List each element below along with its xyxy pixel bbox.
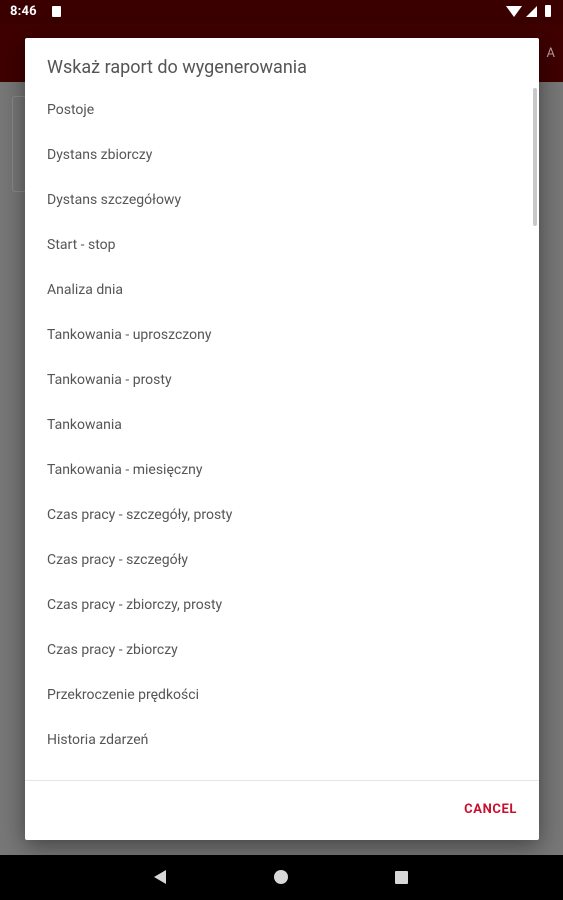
report-dialog <box>25 38 539 840</box>
report-item-czas-pracy-szczegoly[interactable]: Czas pracy - szczegóły <box>47 552 188 568</box>
wifi-icon <box>506 6 522 17</box>
list-scrollbar[interactable] <box>533 88 537 226</box>
report-item-czas-pracy-zbiorczy-prosty[interactable]: Czas pracy - zbiorczy, prosty <box>47 597 223 613</box>
report-item-dystans-szczegolowy[interactable]: Dystans szczegółowy <box>47 192 182 208</box>
back-icon[interactable] <box>154 870 166 884</box>
report-list[interactable] <box>25 88 539 780</box>
app-bar-action[interactable]: A <box>546 46 555 61</box>
report-item-postoje[interactable]: Postoje <box>47 102 95 118</box>
report-item-historia-zdarzen[interactable]: Historia zdarzeń <box>47 732 149 748</box>
report-item-dystans-zbiorczy[interactable]: Dystans zbiorczy <box>47 147 153 163</box>
dialog-divider <box>25 780 539 781</box>
navigation-bar <box>0 855 563 900</box>
report-item-start-stop[interactable]: Start - stop <box>47 237 116 253</box>
home-icon[interactable] <box>274 870 288 884</box>
recents-icon[interactable] <box>395 871 408 884</box>
dialog-title: Wskaż raport do wygenerowania <box>47 57 307 78</box>
report-item-tankowania-miesieczny[interactable]: Tankowania - miesięczny <box>47 462 203 478</box>
report-item-tankowania-uproszczony[interactable]: Tankowania - uproszczony <box>47 327 212 343</box>
report-item-partial[interactable] <box>25 763 539 780</box>
report-item-tankowania[interactable]: Tankowania <box>47 417 122 433</box>
status-time: 8:46 <box>10 4 37 19</box>
status-bar <box>0 0 563 24</box>
signal-icon <box>526 6 537 17</box>
report-item-przekroczenie-predkosci[interactable]: Przekroczenie prędkości <box>47 687 199 703</box>
report-item-analiza-dnia[interactable]: Analiza dnia <box>47 282 123 298</box>
report-item-czas-pracy-zbiorczy[interactable]: Czas pracy - zbiorczy <box>47 642 178 658</box>
battery-icon <box>545 5 551 17</box>
cancel-button[interactable]: CANCEL <box>464 802 517 817</box>
report-item-tankowania-prosty[interactable]: Tankowania - prosty <box>47 372 172 388</box>
sd-card-icon <box>52 6 61 17</box>
report-item-czas-pracy-szczegoly-prosty[interactable]: Czas pracy - szczegóły, prosty <box>47 507 233 523</box>
